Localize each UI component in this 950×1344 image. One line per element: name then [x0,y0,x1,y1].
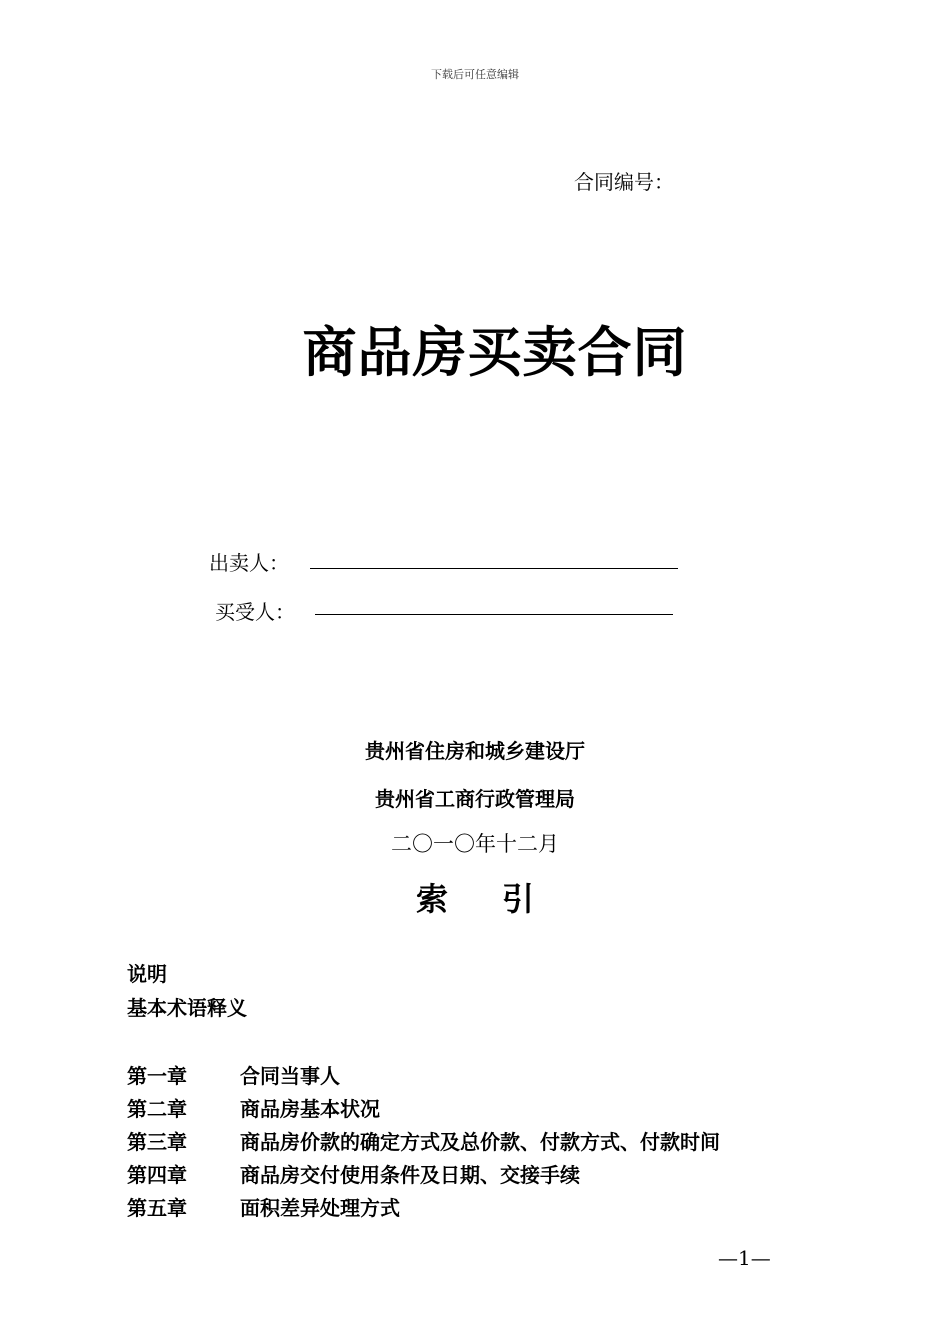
chapter-number: 第五章 [127,1196,187,1220]
issue-date: 二〇一〇年十二月 [391,832,559,856]
seller-label: 出卖人： [209,551,289,575]
toc-preface-item: 基本术语释义 [127,996,247,1020]
seller-blank-line [310,568,678,569]
chapter-title: 商品房价款的确定方式及总价款、付款方式、付款时间 [240,1130,720,1154]
buyer-label: 买受人： [215,600,295,624]
download-note: 下载后可任意编辑 [431,68,519,81]
chapter-title: 商品房基本状况 [240,1097,380,1121]
chapter-number: 第三章 [127,1130,187,1154]
index-heading: 索引 [415,880,588,918]
chapter-number: 第四章 [127,1163,187,1187]
page-number: —1— [718,1246,771,1270]
chapter-number: 第一章 [127,1064,187,1088]
chapter-title: 商品房交付使用条件及日期、交接手续 [240,1163,580,1187]
chapter-number: 第二章 [127,1097,187,1121]
chapter-title: 合同当事人 [240,1064,340,1088]
issuer-commerce-bureau: 贵州省工商行政管理局 [375,787,575,811]
issuer-housing-department: 贵州省住房和城乡建设厅 [365,739,585,763]
buyer-blank-line [315,614,673,615]
chapter-title: 面积差异处理方式 [240,1196,400,1220]
document-title: 商品房买卖合同 [302,320,688,384]
contract-number-label: 合同编号： [574,170,674,194]
toc-preface-item: 说明 [127,962,167,986]
